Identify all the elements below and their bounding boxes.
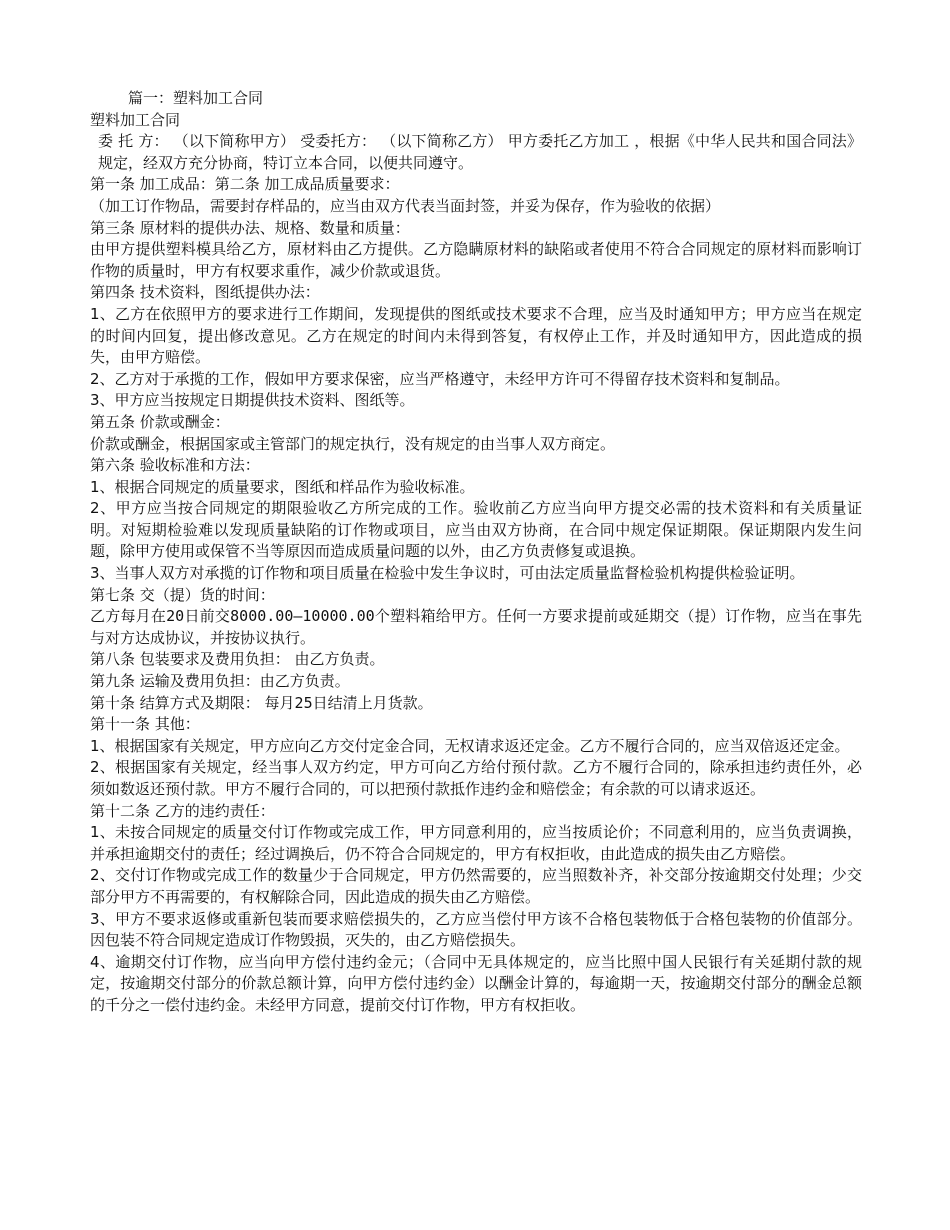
article-11-item: 1、根据国家有关规定，甲方应向乙方交付定金合同，无权请求返还定金。乙方不履行合同的，应当双倍返还定金。 xyxy=(90,736,850,755)
article-10-text-a: 第十条 结算方式及期限： 每月 xyxy=(90,693,295,712)
article-11-title: 第十一条 其他： xyxy=(90,715,200,734)
article-12-item: 1、未按合同规定的质量交付订作物或完成工作，甲方同意利用的，应当按质论价；不同意利用的，应当负责调换，并承担逾期交付的责任；经过调换后，仍不符合合同规定的，甲方有权拒收，由此造成的损失由乙方赔偿。 xyxy=(90,823,862,863)
article-10-text-b: 日结清上月货款。 xyxy=(312,693,433,712)
article-6-item: 3、当事人双方对承揽的订作物和项目质量在检验中发生争议时，可由法定质量监督检验机构提供检验证明。 xyxy=(90,564,805,583)
article-7-day: 20 xyxy=(166,607,185,626)
article-1-2: 第一条 加工成品：第二条 加工成品质量要求： xyxy=(90,175,400,194)
section-title: 篇一：塑料加工合同 xyxy=(128,89,264,107)
article-12-item: 4、逾期交付订作物，应当向甲方偿付违约金元；（合同中无具体规定的，应当比照中国人民银行有关延期付款的规定，按逾期交付部分的价款总额计算，向甲方偿付违约金）以酬金计算的，每逾期一天，按逾期交付部分的酬金总额的千分之一偿付违约金。未经甲方同意，提前交付订作物，甲方有权拒收。 xyxy=(90,952,862,1014)
article-4-item: 1、乙方在依照甲方的要求进行工作期间，发现提供的图纸或技术要求不合理，应当及时通知甲方；甲方应当在规定的时间内回复，提出修改意见。乙方在规定的时间内未得到答复，有权停止工作，并及时通知甲方，因此造成的损失，由甲方赔偿。 xyxy=(90,304,862,367)
article-5-title: 第五条 价款或酬金： xyxy=(90,412,230,431)
article-12-title: 第十二条 乙方的违约责任： xyxy=(90,801,275,820)
article-4-item: 2、乙方对于承揽的工作，假如甲方要求保密，应当严格遵守，未经甲方许可不得留存技术资料和复制品。 xyxy=(90,369,790,388)
article-10 xyxy=(90,693,862,715)
article-4-item: 3、甲方应当按规定日期提供技术资料、图纸等。 xyxy=(90,391,415,410)
article-3-title: 第三条 原材料的提供办法、规格、数量和质量： xyxy=(90,218,410,237)
document-page xyxy=(90,88,862,1017)
article-4-title: 第四条 技术资料，图纸提供办法： xyxy=(90,283,320,302)
article-7-quantity: 8000.00—10000.00 xyxy=(230,607,375,626)
article-11-item: 2、根据国家有关规定，经当事人双方约定，甲方可向乙方给付预付款。乙方不履行合同的，除承担违约责任外，必须如数返还预付款。甲方不履行合同的，可以把预付款抵作违约金和赔偿金；有余款的可以请求返还。 xyxy=(90,758,862,798)
article-3-text: 由甲方提供塑料模具给乙方，原材料由乙方提供。乙方隐瞒原材料的缺陷或者使用不符合合同规定的原材料而影响订作物的质量时，甲方有权要求重作，减少价款或退货。 xyxy=(90,240,862,280)
article-5-text: 价款或酬金，根据国家或主管部门的规定执行，没有规定的由当事人双方商定。 xyxy=(90,434,616,453)
article-2-note: （加工订作物品，需要封存样品的，应当由双方代表当面封签，并妥为保存，作为验收的依据） xyxy=(90,196,721,215)
article-12-item: 3、甲方不要求返修或重新包装而要求赔偿损失的，乙方应当偿付甲方该不合格包装物低于合格包装物的价值部分。因包装不符合同规定造成订作物毁损，灭失的，由乙方赔偿损失。 xyxy=(90,909,862,950)
article-6-item: 1、根据合同规定的质量要求，图纸和样品作为验收标准。 xyxy=(90,477,475,496)
article-7-text-b: 日前交 xyxy=(184,607,231,626)
article-10-day: 25 xyxy=(294,693,313,712)
article-7-title: 第七条 交（提）货的时间： xyxy=(90,585,275,604)
article-8: 第八条 包装要求及费用负担： 由乙方负责。 xyxy=(90,650,385,669)
article-7-text-c: 个塑料箱给甲方。任何一方要求提前或延期交（提）订作物，应当在事先与对方达成协议，并按协议执行。 xyxy=(90,607,862,647)
preamble: 委 托 方： （以下简称甲方） 受委托方： （以下简称乙方） 甲方委托乙方加工 ，根据《中华人民共和国合同法》规定，经双方充分协商，特订立本合同，以便共同遵守。 xyxy=(98,132,862,172)
article-12-item: 2、交付订作物或完成工作的数量少于合同规定，甲方仍然需要的，应当照数补齐，补交部分按逾期交付处理；少交部分甲方不再需要的，有权解除合同，因此造成的损失由乙方赔偿。 xyxy=(90,866,862,906)
article-7-text xyxy=(90,606,862,649)
contract-title: 塑料加工合同 xyxy=(90,110,181,129)
article-9: 第九条 运输及费用负担：由乙方负责。 xyxy=(90,672,350,691)
article-6-title: 第六条 验收标准和方法： xyxy=(90,456,260,475)
article-7-text-a: 乙方每月在 xyxy=(90,607,167,626)
article-6-item: 2、甲方应当按合同规定的期限验收乙方所完成的工作。验收前乙方应当向甲方提交必需的技术资料和有关质量证明。对短期检验难以发现质量缺陷的订作物或项目，应当由双方协商，在合同中规定保证期限。保证期限内发生问题，除甲方使用或保管不当等原因而造成质量问题的以外，由乙方负责修复或退换。 xyxy=(90,499,862,561)
